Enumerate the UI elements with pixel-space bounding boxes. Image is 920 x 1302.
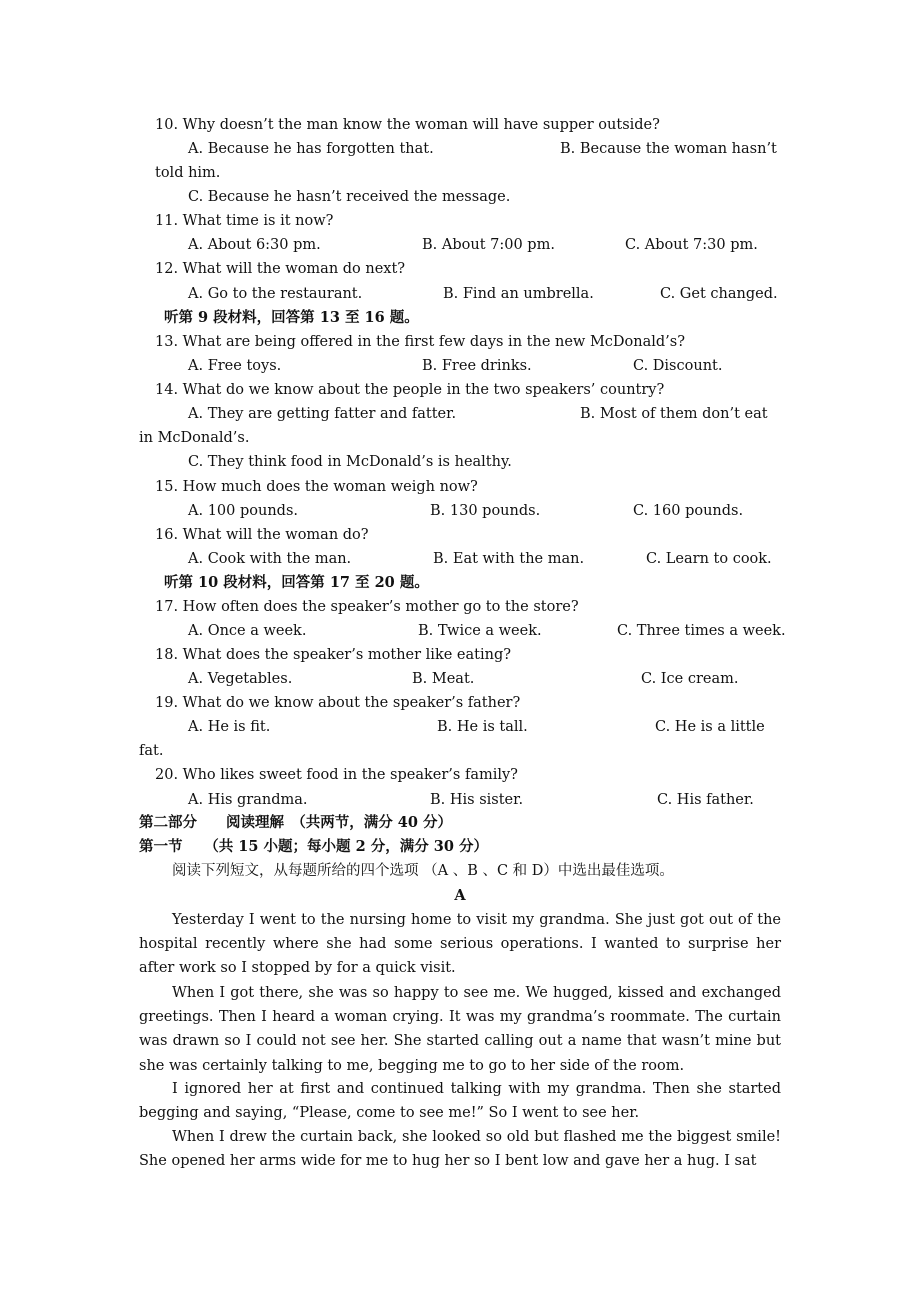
q13-option-c: C. Discount. (633, 358, 723, 374)
q18-option-a: A. Vegetables. (188, 671, 293, 687)
passage-title: A (454, 887, 466, 904)
q19-option-a: A. He is fit. (188, 719, 271, 735)
question-16: 16. What will the woman do? (155, 527, 369, 543)
q14-option-b: B. Most of them don’t eat (580, 406, 768, 422)
q10-option-b-cont: told him. (155, 165, 221, 181)
q17-option-c: C. Three times a week. (617, 623, 786, 639)
q15-option-b: B. 130 pounds. (430, 503, 541, 519)
q10-option-b: B. Because the woman hasn’t (560, 141, 777, 157)
q19-option-c-cont: fat. (139, 743, 164, 759)
question-18: 18. What does the speaker’s mother like eating? (155, 647, 512, 663)
q16-option-c: C. Learn to cook. (646, 551, 772, 567)
question-12: 12. What will the woman do next? (155, 261, 406, 277)
section-1-heading: 第一节 （共 15 小题；每小题 2 分，满分 30 分） (139, 838, 488, 855)
q14-option-a: A. They are getting fatter and fatter. (188, 406, 457, 422)
passage-paragraph-3: I ignored her at first and continued talking with my grandma. Then she started begging and saying, “Please, come to see me!” So I went to see her. (139, 1081, 781, 1122)
question-13: 13. What are being offered in the first few days in the new McDonald’s? (155, 334, 685, 350)
q11-option-c: C. About 7:30 pm. (625, 237, 758, 253)
q10-option-c: C. Because he hasn’t received the message. (188, 189, 511, 205)
q20-option-b: B. His sister. (430, 792, 524, 808)
section-9-heading: 听第 9 段材料，回答第 13 至 16 题。 (164, 309, 419, 326)
q15-option-a: A. 100 pounds. (188, 503, 298, 519)
q19-option-b: B. He is tall. (437, 719, 528, 735)
section-10-heading: 听第 10 段材料，回答第 17 至 20 题。 (164, 574, 429, 591)
passage-paragraph-1: Yesterday I went to the nursing home to visit my grandma. She just got out of the hospital recently where she had some serious operations. I wanted to surprise her after work so I stopped by for a quick visit. (139, 912, 781, 977)
question-11: 11. What time is it now? (155, 213, 334, 229)
q11-option-b: B. About 7:00 pm. (422, 237, 555, 253)
question-14: 14. What do we know about the people in the two speakers’ country? (155, 382, 665, 398)
q12-option-b: B. Find an umbrella. (443, 286, 594, 302)
q17-option-b: B. Twice a week. (418, 623, 542, 639)
question-10: 10. Why doesn’t the man know the woman will have supper outside? (155, 117, 660, 133)
q16-option-a: A. Cook with the man. (188, 551, 352, 567)
q20-option-c: C. His father. (657, 792, 754, 808)
reading-instruction: 阅读下列短文，从每题所给的四个选项 （A 、B 、C 和 D）中选出最佳选项。 (172, 863, 674, 879)
q17-option-a: A. Once a week. (188, 623, 307, 639)
q20-option-a: A. His grandma. (188, 792, 308, 808)
question-15: 15. How much does the woman weigh now? (155, 479, 478, 495)
question-20: 20. Who likes sweet food in the speaker’s family? (155, 767, 518, 783)
question-17: 17. How often does the speaker’s mother go to the store? (155, 599, 579, 615)
q16-option-b: B. Eat with the man. (433, 551, 585, 567)
q18-option-b: B. Meat. (412, 671, 475, 687)
q19-option-c: C. He is a little (655, 719, 765, 735)
part-2-heading: 第二部分 阅读理解 （共两节，满分 40 分） (139, 814, 453, 831)
q10-option-a: A. Because he has forgotten that. (188, 141, 434, 157)
q11-option-a: A. About 6:30 pm. (188, 237, 321, 253)
question-19: 19. What do we know about the speaker’s father? (155, 695, 521, 711)
q18-option-c: C. Ice cream. (641, 671, 739, 687)
q13-option-a: A. Free toys. (188, 358, 282, 374)
q14-option-c: C. They think food in McDonald’s is healthy. (188, 454, 512, 470)
q12-option-c: C. Get changed. (660, 286, 778, 302)
q12-option-a: A. Go to the restaurant. (188, 286, 363, 302)
passage-paragraph-4: When I drew the curtain back, she looked so old but flashed me the biggest smile! She opened her arms wide for me to hug her so I bent low and gave her a hug. I sat (139, 1129, 781, 1170)
q15-option-c: C. 160 pounds. (633, 503, 744, 519)
q13-option-b: B. Free drinks. (422, 358, 532, 374)
passage-paragraph-2: When I got there, she was so happy to see me. We hugged, kissed and exchanged greetings. Then I heard a woman crying. It was my grandma’s roommate. The curtain was drawn so I could not see her. She started calling out a name that wasn’t mine but she was certainly talking to me, begging me to go to her side of the room. (139, 985, 781, 1074)
q14-option-b-cont: in McDonald’s. (139, 430, 250, 446)
